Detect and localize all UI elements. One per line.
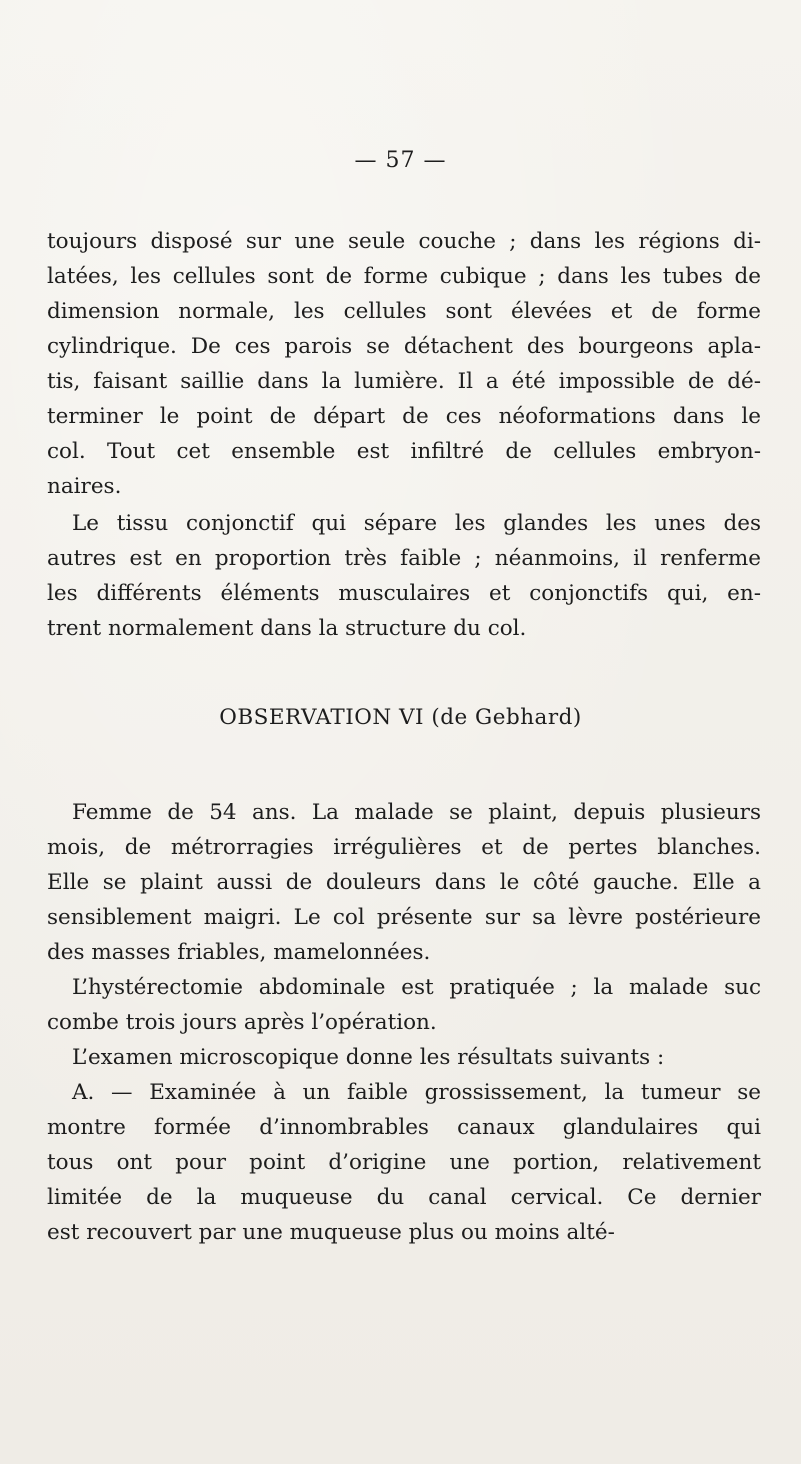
text-line: montre formée d’innombrables canaux glandulaires qui [47,1115,761,1140]
text-line: cylindrique. De ces parois se détachent des bourgeons apla- [47,334,761,359]
text-line: toujours disposé sur une seule couche ; dans les régions di- [47,229,761,254]
text-line: autres est en proportion très faible ; néanmoins, il renferme [47,546,761,571]
page-number: — 57 — [354,148,447,173]
text-line: tis, faisant saillie dans la lumière. Il a été impossible de dé- [47,369,761,394]
text-line: sensiblement maigri. Le col présente sur sa lèvre postérieure [47,905,761,930]
text-line: est recouvert par une muqueuse plus ou moins alté- [47,1220,615,1245]
text-line: combe trois jours après l’opération. [47,1010,437,1035]
text-line: limitée de la muqueuse du canal cervical. Ce dernier [47,1185,761,1210]
text-line: L’examen microscopique donne les résultats suivants : [72,1045,665,1070]
text-line: tous ont pour point d’origine une portion, relativement [47,1150,761,1175]
text-line: L’hystérectomie abdominale est pratiquée ; la malade suc [72,975,761,1000]
text-line: terminer le point de départ de ces néoformations dans le [47,404,761,429]
text-line: Femme de 54 ans. La malade se plaint, depuis plusieurs [72,800,761,825]
text-line: Le tissu conjonctif qui sépare les glandes les unes des [72,511,761,536]
text-line: A. — Examinée à un faible grossissement, la tumeur se [72,1080,761,1105]
section-heading: OBSERVATION VI (de Gebhard) [219,705,582,730]
text-line: naires. [47,474,122,499]
text-line: les différents éléments musculaires et conjonctifs qui, en- [47,581,761,606]
text-line: latées, les cellules sont de forme cubique ; dans les tubes de [47,264,761,289]
text-line: Elle se plaint aussi de douleurs dans le côté gauche. Elle a [47,870,761,895]
text-line: des masses friables, mamelonnées. [47,940,431,965]
text-line: trent normalement dans la structure du col. [47,616,527,641]
text-line: col. Tout cet ensemble est infiltré de cellules embryon- [47,439,761,464]
text-line: mois, de métrorragies irrégulières et de pertes blanches. [47,835,761,860]
text-line: dimension normale, les cellules sont élevées et de forme [47,299,761,324]
